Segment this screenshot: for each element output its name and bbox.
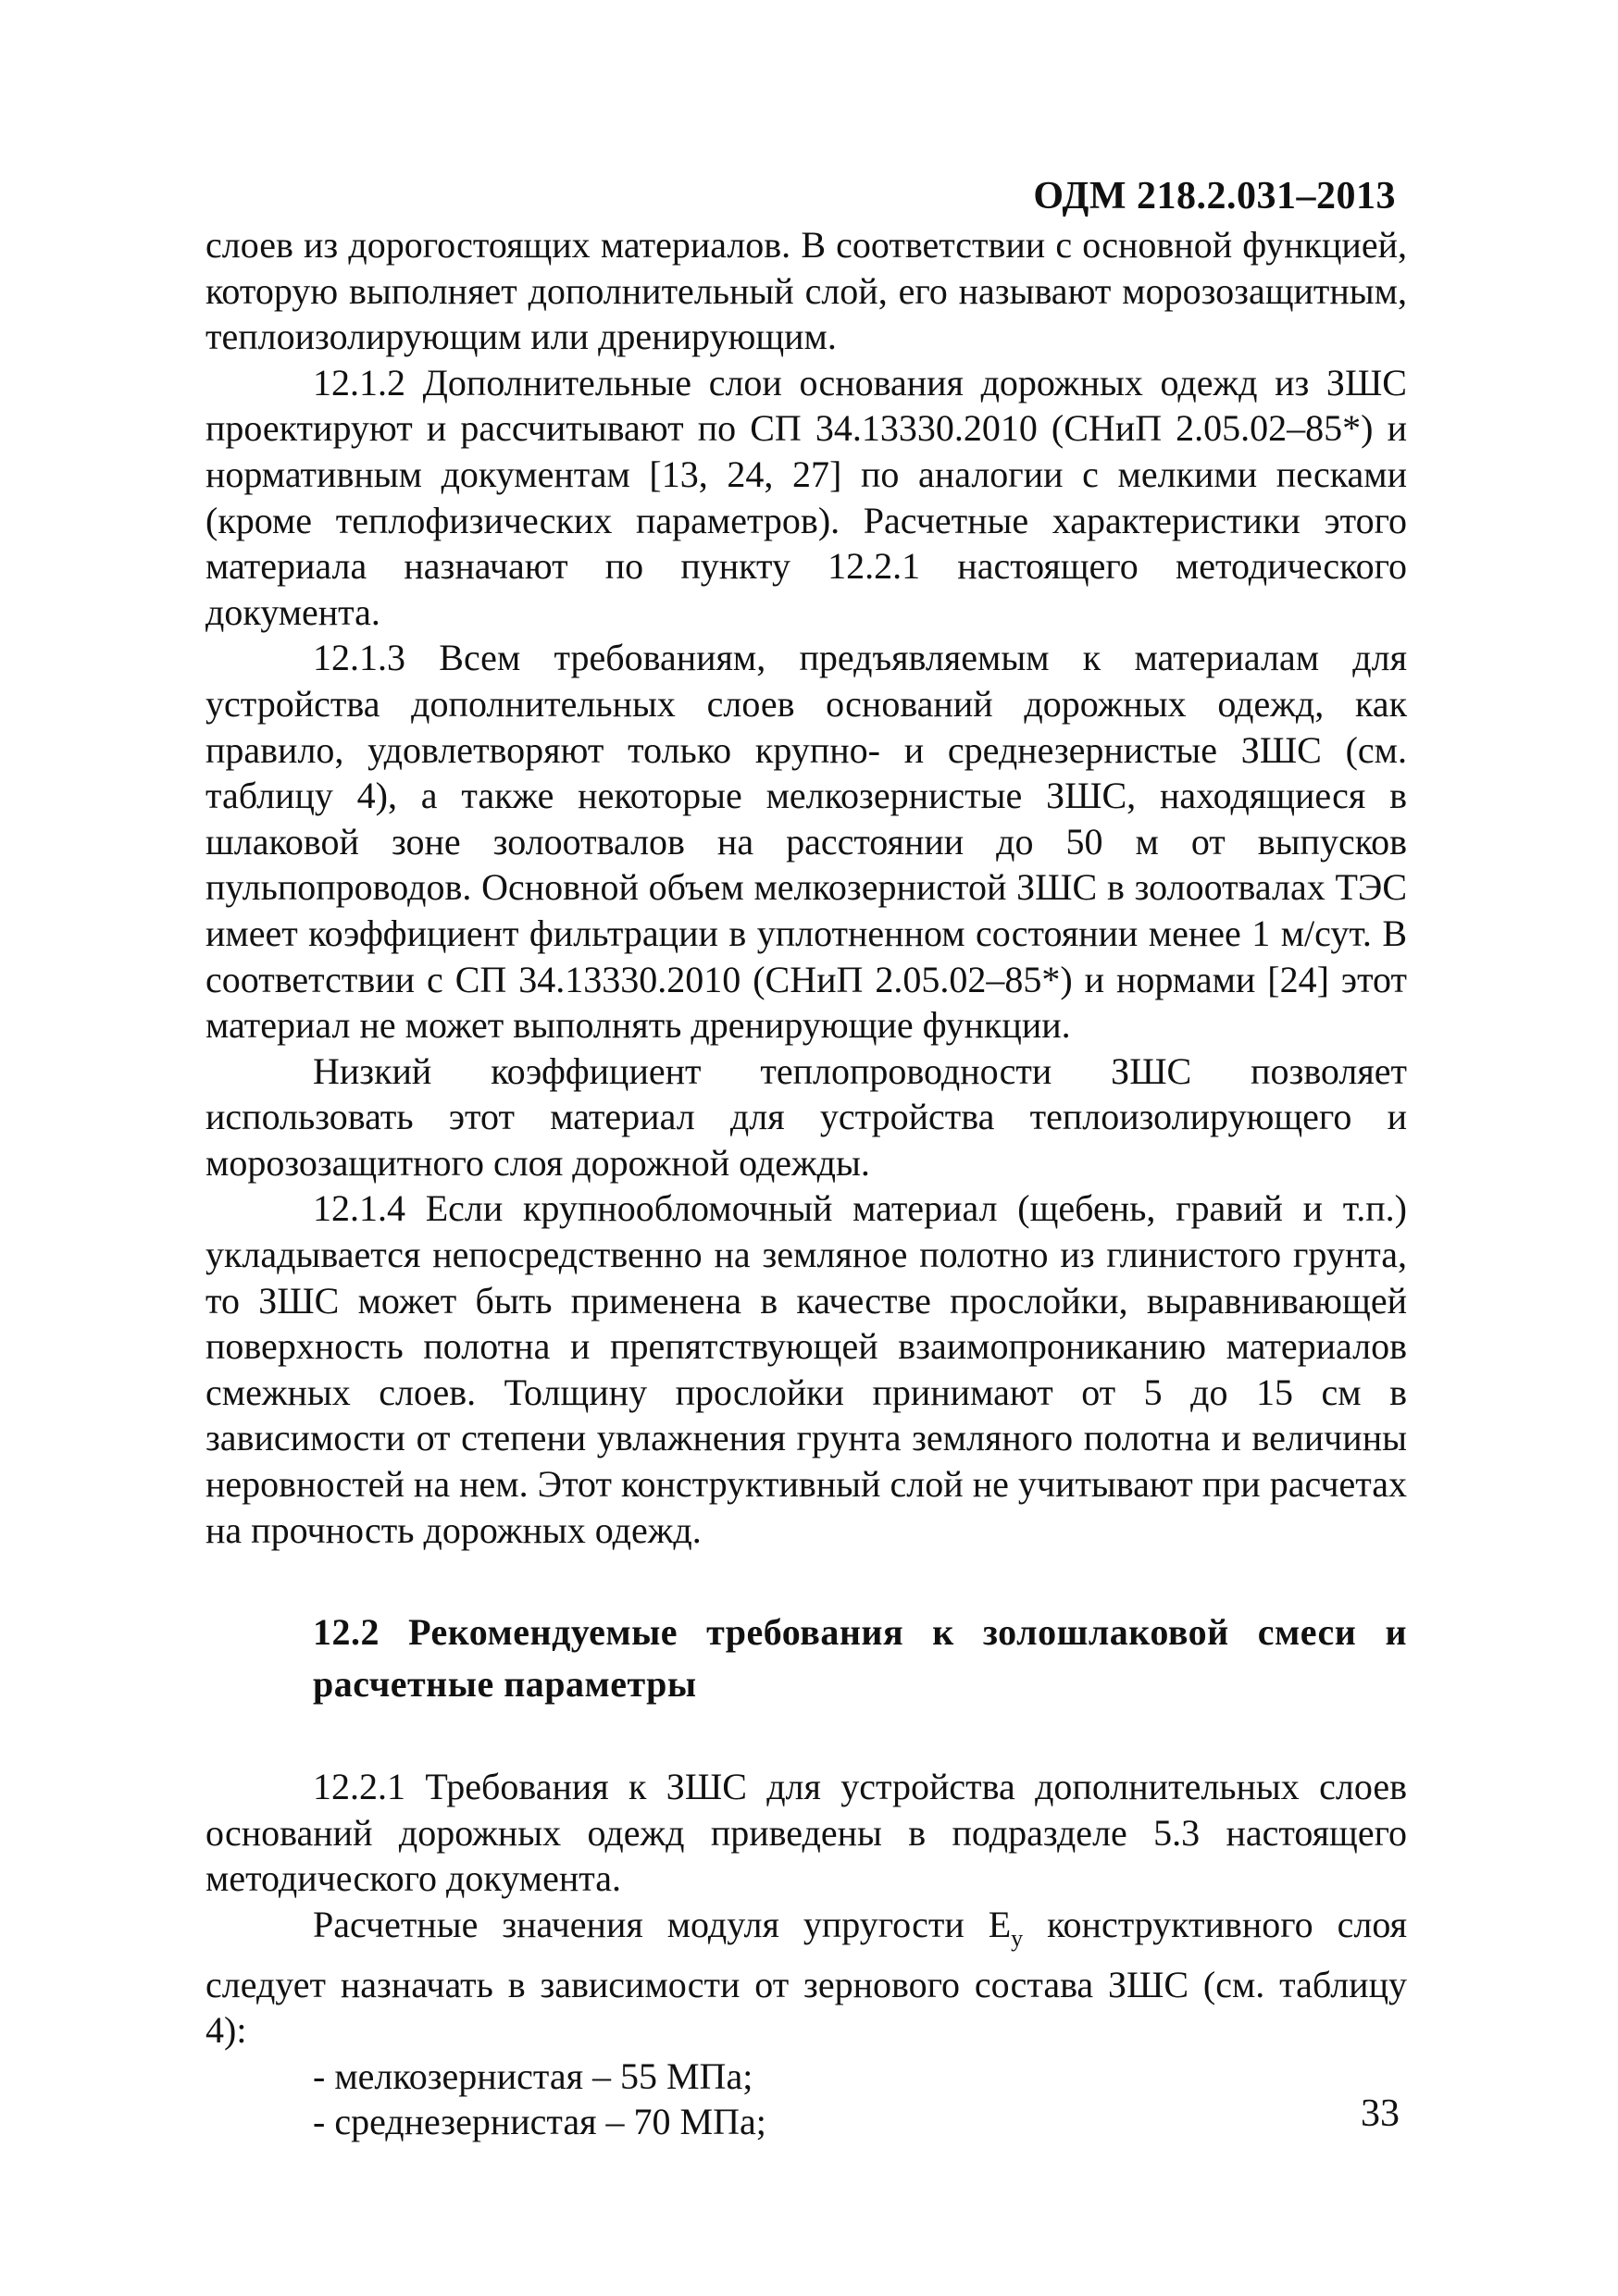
list-item-medium-grained: - среднезернистая – 70 МПа; (313, 2101, 766, 2143)
paragraph-elastic-modulus (205, 1902, 1407, 2054)
modulus-subscript: у (1011, 1925, 1024, 1952)
page-number: 33 (1361, 2092, 1400, 2135)
document-body (205, 222, 1407, 2145)
document-code-header: ОДМ 218.2.031–2013 (1033, 175, 1396, 217)
paragraph-12-1-2: 12.1.2 Дополнительные слои основания дорожных одежд из ЗШС проектируют и рассчитывают по СП 34.13330.2010 (СНиП 2.05.02–85*) и нормативным документам [13, 24, 27] по аналогии с мелкими песками (кроме теплофизических параметров). Расчетные характеристики этого материала назначают по пункту 12.2.1 настоящего методического документа. (205, 361, 1407, 633)
paragraph-thermal-conductivity: Низкий коэффициент теплопроводности ЗШС позволяет использовать этот материал для устройства теплоизолирующего и морозозащитного слоя дорожной одежды. (205, 1049, 1407, 1184)
paragraph-12-1-3: 12.1.3 Всем требованиям, предъявляемым к материалам для устройства дополнительных слоев оснований дорожных одежд, как правило, удовлетворяют только крупно- и среднезернистые ЗШС (см. таблицу 4), а также некоторые мелкозернистые ЗШС, находящиеся в шлаковой зоне золоотвалов на расстоянии до 50 м от выпусков пульпопроводов. Основной объем мелкозернистой ЗШС в золоотвалах ТЭС имеет коэффициент фильтрации в уплотненном состоянии менее 1 м/сут. В соответствии с СП 34.13330.2010 (СНиП 2.05.02–85*) и нормами [24] этот материал не может выполнять дренирующие функции. (205, 637, 1407, 1047)
modulus-text-after: конструктивного слоя следует назначать в зависимости от зернового состава ЗШС (см. таблицу 4): (205, 1904, 1407, 2052)
paragraph-continuation: слоев из дорогостоящих материалов. В соответствии с основной функцией, которую выполняет дополнительный слой, его называют морозозащитным, теплоизолирующим или дренирующим. (205, 224, 1407, 358)
paragraph-12-1-4: 12.1.4 Если крупнообломочный материал (щебень, гравий и т.п.) укладывается непосредственно на земляное полотно из глинистого грунта, то ЗШС может быть применена в качестве прослойки, выравнивающей поверхность полотна и препятствующей взаимопрониканию материалов смежных слоев. Толщину прослойки принимают от 5 до 15 см в зависимости от степени увлажнения грунта земляного полотна и величины неровностей на нем. Этот конструктивный слой не учитывают при расчетах на прочность дорожных одежд. (205, 1187, 1407, 1551)
section-heading-12-2: 12.2 Рекомендуемые требования к золошлаковой смеси и расчетные параметры (313, 1611, 1407, 1706)
modulus-text-before: Расчетные значения модуля упругости E (313, 1904, 1012, 1945)
list-item-fine-grained: - мелкозернистая – 55 МПа; (313, 2054, 753, 2097)
paragraph-12-2-1: 12.2.1 Требования к ЗШС для устройства дополнительных слоев оснований дорожных одежд приведены в подразделе 5.3 настоящего методического документа. (205, 1766, 1407, 1900)
